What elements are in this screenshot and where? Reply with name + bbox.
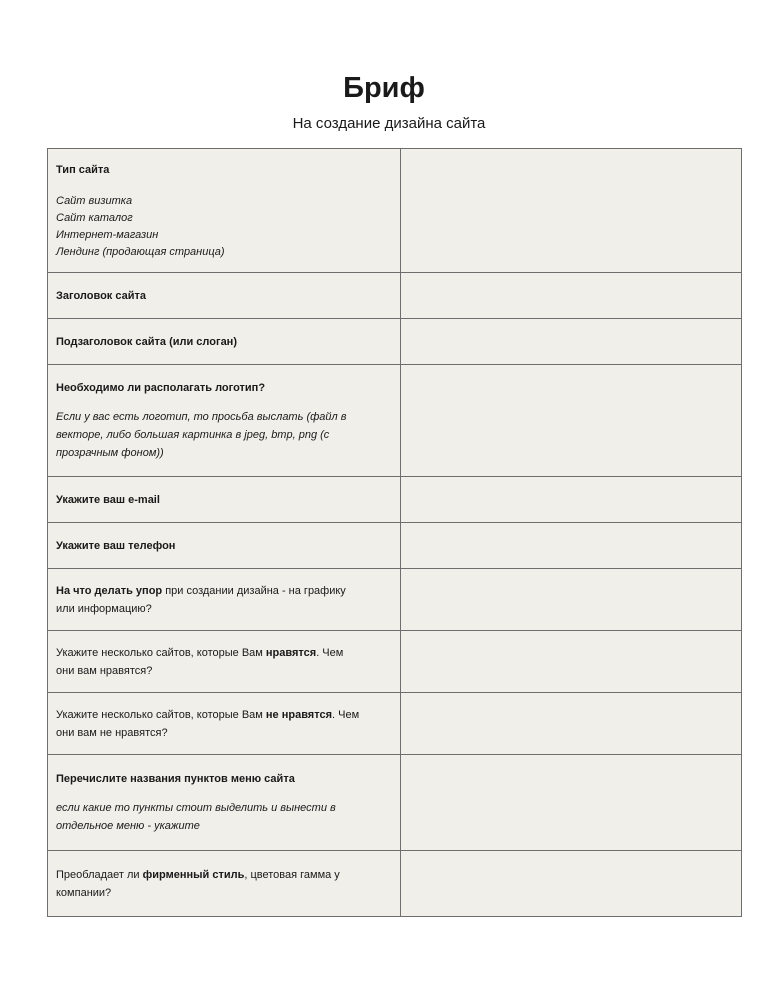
site-type-option: Сайт визитка [56,194,133,207]
table-row [48,569,742,631]
site-type-option: Лендинг (продающая страница) [56,245,225,258]
question-label: Заголовок сайта [56,289,146,302]
question-site-subheading [48,319,401,365]
question-disliked-sites [48,693,401,755]
liked-sites-bold: нравятся [265,646,317,659]
question-site-type [48,149,401,273]
answer-phone[interactable] [401,523,742,569]
answer-site-heading[interactable] [401,273,742,319]
disliked-sites-suffix: . Чем [332,708,360,721]
question-corporate-style [48,851,401,917]
disliked-sites-bold: не нравятся [265,708,333,721]
document-subtitle: На создание дизайна сайта [292,115,486,132]
question-label: Подзаголовок сайта (или слоган) [56,335,237,348]
question-logo [48,365,401,477]
answer-site-subheading[interactable] [401,319,742,365]
question-site-heading [48,273,401,319]
table-row [48,477,742,523]
question-menu-items [48,755,401,851]
logo-note [56,408,392,462]
emphasis-bold: На что делать упор [56,584,163,597]
answer-design-emphasis[interactable] [401,569,742,631]
brief-table [47,148,742,917]
table-row [48,755,742,851]
corporate-style-bold: фирменный стиль [142,868,245,881]
emphasis-line [56,582,392,600]
table-row [48,365,742,477]
table-row [48,631,742,693]
question-label: Необходимо ли располагать логотип? [56,382,266,394]
answer-corporate-style[interactable] [401,851,742,917]
liked-sites-suffix: . Чем [316,646,344,659]
emphasis-line-2: или информацию? [56,602,152,615]
liked-sites-prefix: Укажите несколько сайтов, которые Вам [56,646,266,659]
corporate-style-prefix: Преобладает ли [56,868,143,881]
question-label: Укажите ваш телефон [56,539,176,552]
site-type-option: Сайт каталог [56,211,133,224]
answer-logo[interactable] [401,365,742,477]
menu-note [56,799,392,835]
site-type-options [56,193,392,261]
corporate-style-line [56,866,392,884]
site-type-option: Интернет-магазин [56,228,159,241]
disliked-sites-line [56,706,392,724]
question-liked-sites [48,631,401,693]
disliked-sites-prefix: Укажите несколько сайтов, которые Вам [56,708,266,721]
logo-note-line: прозрачным фоном)) [56,447,164,459]
answer-liked-sites[interactable] [401,631,742,693]
emphasis-rest: при создании дизайна - на графику [162,584,346,597]
table-row [48,693,742,755]
corporate-style-suffix: , цветовая гамма у [244,868,340,881]
table-row [48,523,742,569]
menu-note-line: если какие то пункты стоит выделить и вынести в [56,802,336,814]
disliked-sites-line-2: они вам не нравятся? [56,726,168,739]
answer-menu-items[interactable] [401,755,742,851]
question-label: Тип сайта [56,163,110,176]
table-row [48,319,742,365]
table-row [48,149,742,273]
menu-note-line: отдельное меню - укажите [56,820,200,832]
question-design-emphasis [48,569,401,631]
answer-email[interactable] [401,477,742,523]
question-label: Укажите ваш e-mail [56,493,160,506]
corporate-style-line-2: компании? [56,886,112,899]
logo-note-line: Если у вас есть логотип, то просьба выслать (файл в [56,411,347,423]
table-row [48,273,742,319]
logo-note-line: векторе, либо большая картинка в jpeg, bmp, png (с [56,429,330,441]
answer-site-type[interactable] [401,149,742,273]
question-email [48,477,401,523]
question-phone [48,523,401,569]
answer-disliked-sites[interactable] [401,693,742,755]
document-title: Бриф [343,72,425,104]
liked-sites-line [56,644,392,662]
liked-sites-line-2: они вам нравятся? [56,664,153,677]
question-label: Перечислите названия пунктов меню сайта [56,773,295,785]
table-row [48,851,742,917]
